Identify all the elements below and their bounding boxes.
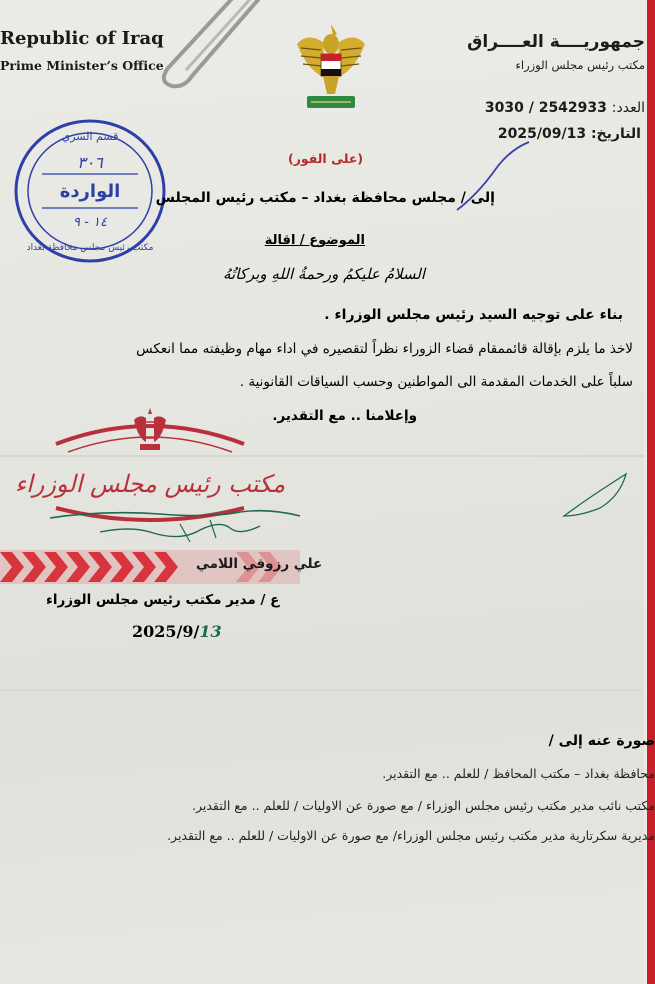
body-line-2: لاخذ ما يلزم بإقالة قائممقام قضاء الزوراء نظراً لتقصيره في اداء مهام وظيفته مما انعكس [136, 341, 633, 357]
copy-line-2: مكتب نائب مدير مكتب رئيس مجلس الوزراء / مع صورة عن الاوليات / للعلم .. مع التقدير. [192, 798, 655, 813]
signature-scribble [40, 470, 640, 560]
iraq-emblem-icon [293, 20, 369, 116]
date-label: التاريخ: [590, 126, 641, 142]
greeting: السلامُ عليكمُ ورحمةُ اللهِ وبركاتُهُ [223, 265, 425, 283]
signature-date-handwritten: 13 [199, 622, 222, 641]
stamp-blue-word: الواردة [59, 181, 121, 202]
stamp-blue-number: ٣٠٦ [77, 153, 103, 172]
number-value: 2542933 / 3030 [484, 100, 607, 116]
seal-emblem-icon [134, 408, 166, 450]
copy-line-3: مديرية سكرتارية مدير مكتب رئيس مجلس الوزراء/ مع صورة عن الاوليات / للعلم .. مع التقدير. [167, 828, 655, 843]
signature-date-printed: 2025/9/ [132, 622, 200, 641]
copy-line-1: محافظة بغداد – مكتب المحافظ / للعلم .. مع التقدير. [382, 766, 655, 781]
body-line-1: بناء على توجيه السيد رئيس مجلس الوزراء . [324, 307, 623, 323]
header-ar-title: جمهوريــــة العــــراق [467, 32, 645, 52]
copies-title: صورة عنه إلى / [548, 733, 655, 749]
body-line-3: سلباً على الخدمات المقدمة الى المواطنين وحسب السياقات القانونية . [239, 374, 633, 390]
stamp-blue-line1: قسم السري [61, 130, 119, 143]
body-line-4: وإعلامنا .. مع التقدير. [272, 408, 417, 424]
stamp-blue-date: ١٤ - ٩ [73, 215, 107, 230]
signer-name: علي رزوقي اللامي [196, 556, 323, 572]
date-value: 2025/09/13 [497, 126, 587, 142]
seal-text: مكتب رئيس مجلس الوزراء [14, 470, 286, 498]
signer-role: ع / مدير مكتب رئيس مجلس الوزراء [46, 592, 280, 608]
addressee: إلى / مجلس محافظة بغداد – مكتب رئيس المجلس [155, 190, 495, 206]
subject-text: الموضوع / اقالة [264, 233, 365, 248]
urgency-label: (على الفور) [288, 151, 364, 166]
document-number [485, 100, 645, 116]
received-stamp [12, 116, 168, 266]
paperclip-icon [150, 0, 300, 100]
header-en-title: Republic of Iraq [0, 28, 164, 49]
paper-fold [0, 690, 655, 691]
header-en-subtitle: Prime Minister’s Office [0, 58, 164, 73]
number-label: العدد: [611, 100, 645, 116]
stamp-blue-org: مكتب رئيس مجلس محافظة بغداد [26, 243, 154, 253]
signature-date [132, 622, 222, 641]
header-ar-subtitle: مكتب رئيس مجلس الوزراء [515, 58, 645, 72]
blue-pen-stroke [455, 140, 535, 220]
subject [265, 233, 365, 248]
